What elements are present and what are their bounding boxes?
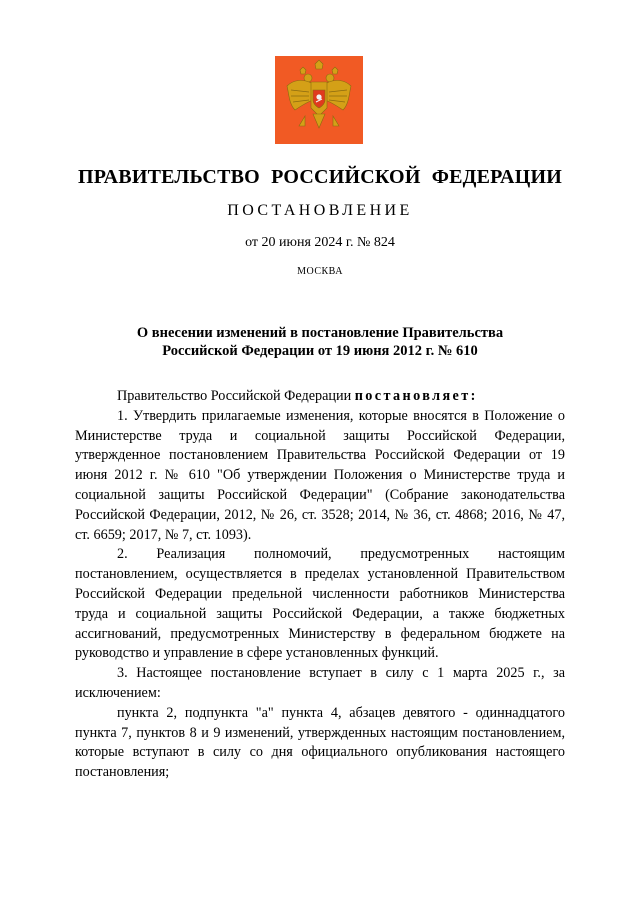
- government-title: ПРАВИТЕЛЬСТВО РОССИЙСКОЙ ФЕДЕРАЦИИ: [78, 166, 562, 188]
- subject-line-2: Российской Федерации от 19 июня 2012 г. № 610: [162, 343, 478, 359]
- document-subject: [80, 324, 560, 360]
- document-body: [75, 387, 565, 783]
- document-date-number: от 20 июня 2024 г. № 824: [245, 235, 395, 250]
- paragraph-2: 2. Реализация полномочий, предусмотренных настоящим постановлением, осуществляется в пределах установленной Правительством Российской Федерации предельной численности работников Министерства труда и социальной защиты Российской Федерации, а также бюджетных ассигнований, предусмотренных Министерству в федеральном бюджете на руководство и управление в сфере установленных функций.: [75, 546, 565, 662]
- document-type: ПОСТАНОВЛЕНИЕ: [227, 202, 413, 219]
- resolves-keyword: постановляет:: [354, 388, 478, 404]
- subject-line-1: О внесении изменений в постановление Правительства: [136, 325, 504, 341]
- paragraph-1: 1. Утвердить прилагаемые изменения, которые вносятся в Положение о Министерстве труда и социальной защиты Российской Федерации, утвержденное постановлением Правительства Российской Федерации от 19 июня 2012 г. № 610 "Об утверждении Положения о Министерстве труда и социальной защиты Российской Федерации" (Собрание законодательства Российской Федерации, 2012, № 26, ст. 3528; 2014, № 36, ст. 4868; 2016, № 47, ст. 6659; 2017, № 7, ст. 1093).: [75, 407, 565, 543]
- preamble-paragraph: [75, 387, 565, 407]
- state-coat-of-arms-icon: [275, 56, 363, 144]
- paragraph-3: 3. Настоящее постановление вступает в силу с 1 марта 2025 г., за исключением:: [75, 665, 565, 701]
- preamble-text: Правительство Российской Федерации: [117, 388, 355, 404]
- issue-city: МОСКВА: [297, 266, 343, 277]
- paragraph-exception: пункта 2, подпункта "а" пункта 4, абзацев девятого - одиннадцатого пункта 7, пунктов 8 и 9 изменений, утвержденных настоящим постановлением, которые вступают в силу со дня официального опубликования настоящего постановления;: [75, 704, 565, 781]
